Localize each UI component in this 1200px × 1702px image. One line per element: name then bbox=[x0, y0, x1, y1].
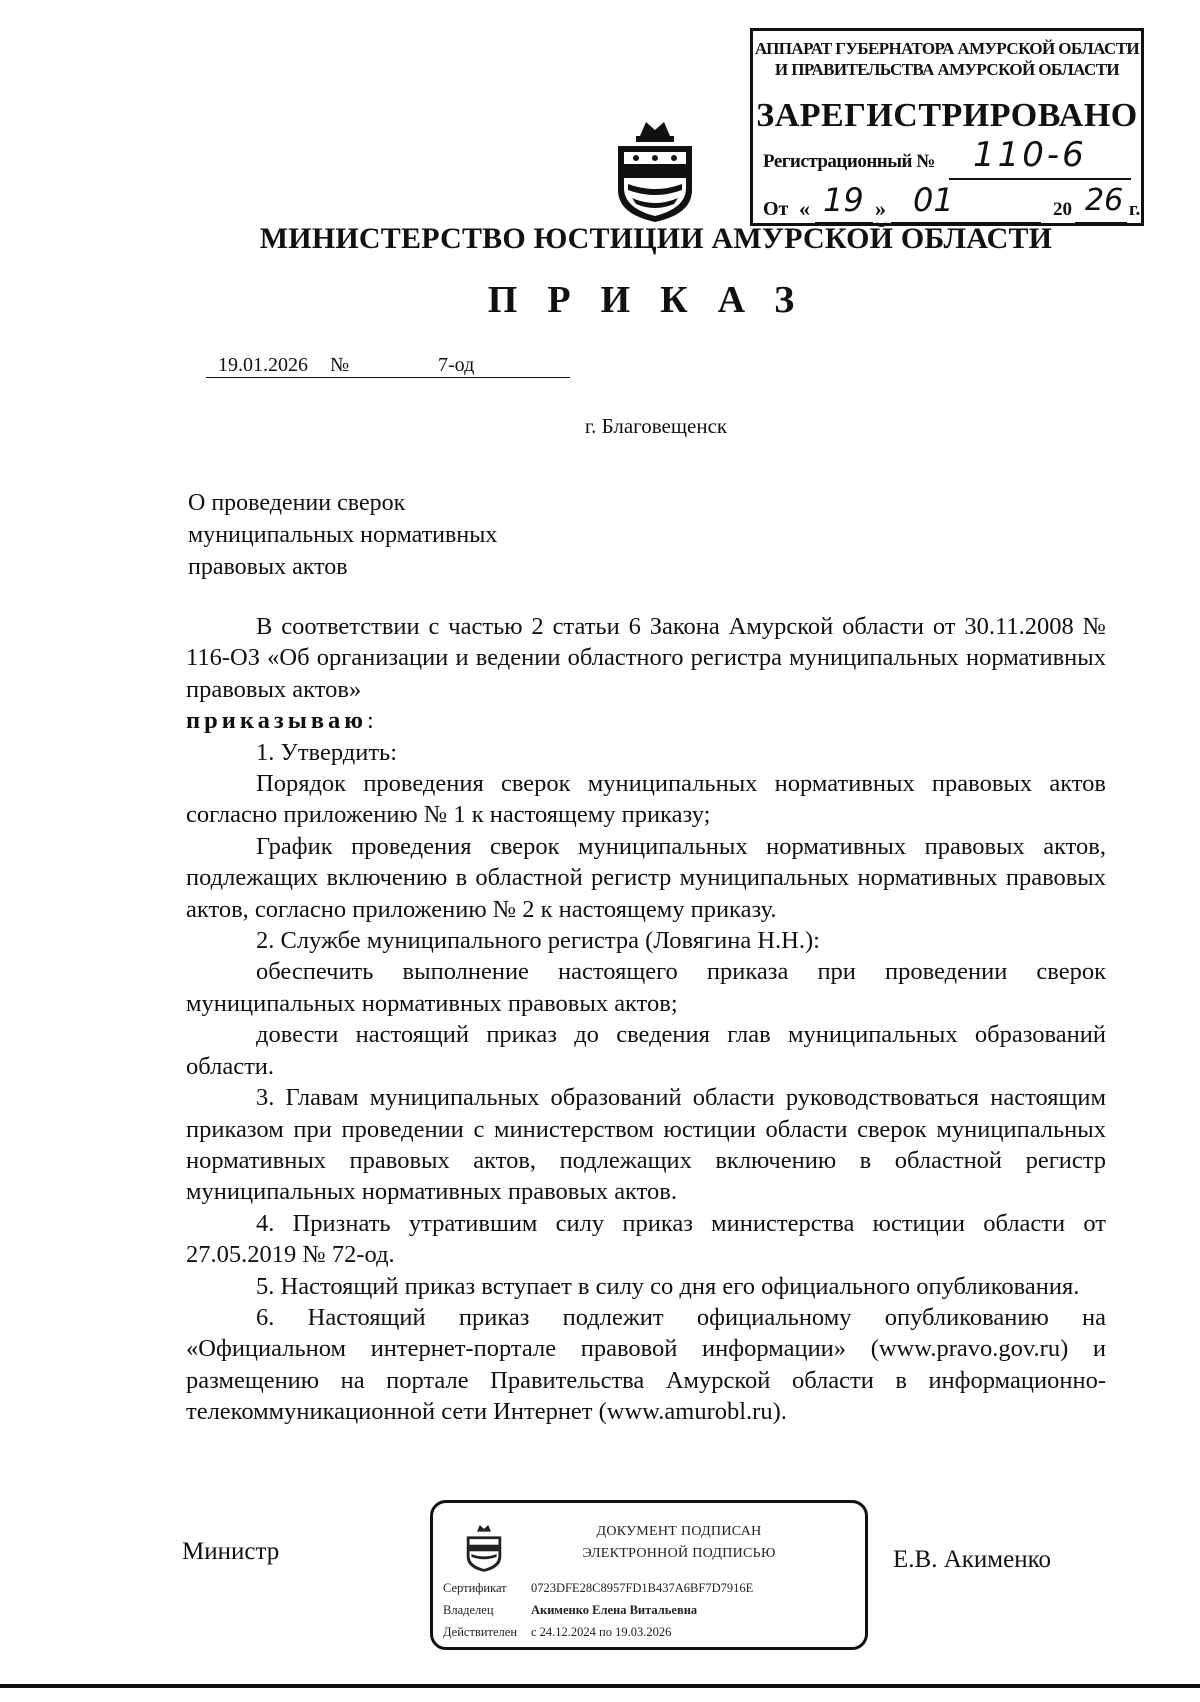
document-type-title: ПРИКАЗ bbox=[487, 279, 825, 321]
esig-title-line1: ДОКУМЕНТ ПОДПИСАН bbox=[596, 1524, 762, 1539]
signatory-position: Министр bbox=[182, 1538, 280, 1565]
signatory-name: Е.В. Акименко bbox=[893, 1546, 1051, 1573]
order-date: 19.01.2026 bbox=[218, 354, 308, 376]
subject-line: муниципальных нормативных bbox=[188, 522, 498, 548]
stamp-org-line1: АППАРАТ ГУБЕРНАТОРА АМУРСКОЙ ОБЛАСТИ bbox=[754, 39, 1140, 58]
order-subject bbox=[188, 487, 497, 583]
order-word: приказываю bbox=[186, 707, 368, 735]
order-underline bbox=[206, 377, 570, 378]
stamp-regno-value: 110-6 bbox=[973, 135, 1087, 175]
esig-valid-value: с 24.12.2024 по 19.03.2026 bbox=[531, 1625, 672, 1639]
esig-cert-row bbox=[443, 1581, 753, 1596]
coat-of-arms-emblem bbox=[610, 118, 700, 224]
clause-1b: График проведения сверок муниципальных нормативных правовых актов, подлежащих включению в областной регистр муниципальных нормативных правовых актов, согласно приложению № 2 к настоящему приказу. bbox=[186, 832, 1106, 923]
order-number-sign: № bbox=[330, 354, 350, 376]
stamp-year-suffix: 26 bbox=[1085, 183, 1124, 218]
stamp-year-label: г. bbox=[1129, 199, 1141, 220]
ministry-heading: МИНИСТЕРСТВО ЮСТИЦИИ АМУРСКОЙ ОБЛАСТИ bbox=[259, 222, 1053, 255]
stamp-quote-open: « bbox=[799, 196, 810, 221]
city: г. Благовещенск bbox=[584, 414, 728, 438]
clause-2b: довести настоящий приказ до сведения глав муниципальных образований области. bbox=[186, 1021, 1106, 1080]
page-bottom-border bbox=[0, 1684, 1200, 1688]
esig-emblem-icon bbox=[463, 1521, 505, 1575]
clause-2: 2. Службе муниципального регистра (Ловягина Н.Н.): bbox=[256, 927, 820, 955]
clause-1: 1. Утвердить: bbox=[256, 738, 398, 766]
clause-3: 3. Главам муниципальных образований области руководствоваться настоящим приказом при проведении с министерством юстиции области сверок муниципальных нормативных правовых актов, подлежащих включению в областной регистр муниципальных нормативных правовых актов. bbox=[186, 1084, 1106, 1206]
electronic-signature-stamp bbox=[430, 1500, 868, 1650]
stamp-year-prefix: 20 bbox=[1053, 199, 1072, 220]
esig-cert-value: 0723DFE28C8957FD1B437A6BF7D7916E bbox=[531, 1581, 754, 1595]
stamp-org-line2: И ПРАВИТЕЛЬСТВА АМУРСКОЙ ОБЛАСТИ bbox=[774, 60, 1120, 79]
stamp-quote-close: » bbox=[875, 196, 886, 221]
subject-line: правовых актов bbox=[188, 554, 348, 580]
clause-5: 5. Настоящий приказ вступает в силу со дня его официального опубликования. bbox=[256, 1272, 1080, 1300]
esig-owner-label: Владелец bbox=[443, 1603, 494, 1617]
order-word-colon: : bbox=[367, 707, 374, 735]
stamp-status: ЗАРЕГИСТРИРОВАНО bbox=[756, 97, 1138, 134]
stamp-regno-underline bbox=[949, 178, 1131, 180]
clause-1a: Порядок проведения сверок муниципальных нормативных правовых актов согласно приложению № 1 к настоящему приказу; bbox=[186, 770, 1106, 829]
esig-title bbox=[519, 1521, 839, 1565]
clause-2a: обеспечить выполнение настоящего приказа при проведении сверок муниципальных нормативных правовых актов; bbox=[186, 958, 1106, 1017]
order-number: 7-од bbox=[438, 354, 475, 376]
esig-title-line2: ЭЛЕКТРОННОЙ ПОДПИСЬЮ bbox=[582, 1546, 776, 1561]
registration-stamp bbox=[750, 28, 1144, 226]
stamp-date-prefix: От bbox=[763, 198, 789, 220]
esig-cert-label: Сертификат bbox=[443, 1581, 507, 1595]
clause-6: 6. Настоящий приказ подлежит официальному опубликованию на «Официальном интернет-портале правовой информации» (www.pravo.gov.ru) и размещению на портале Правительства Амурской области в информационно-телекоммуникационной сети Интернет (www.amurobl.ru). bbox=[186, 1303, 1106, 1426]
subject-line: О проведении сверок bbox=[188, 490, 406, 516]
order-word-line bbox=[186, 705, 1106, 736]
esig-owner-value: Акименко Елена Витальевна bbox=[531, 1603, 698, 1617]
preamble: В соответствии с частью 2 статьи 6 Закона Амурской области от 30.11.2008 № 116-ОЗ «Об организации и ведении областного регистра муниципальных нормативных правовых актов» bbox=[186, 613, 1106, 703]
esig-owner-row bbox=[443, 1603, 697, 1618]
stamp-date-month: 01 bbox=[913, 181, 954, 219]
order-body bbox=[186, 611, 1106, 1428]
clause-4: 4. Признать утратившим силу приказ министерства юстиции области от 27.05.2019 № 72-од. bbox=[186, 1209, 1106, 1269]
esig-valid-row bbox=[443, 1625, 671, 1640]
esig-valid-label: Действителен bbox=[443, 1625, 518, 1639]
stamp-regno-label: Регистрационный № bbox=[763, 151, 935, 172]
stamp-date-day: 19 bbox=[823, 181, 864, 219]
